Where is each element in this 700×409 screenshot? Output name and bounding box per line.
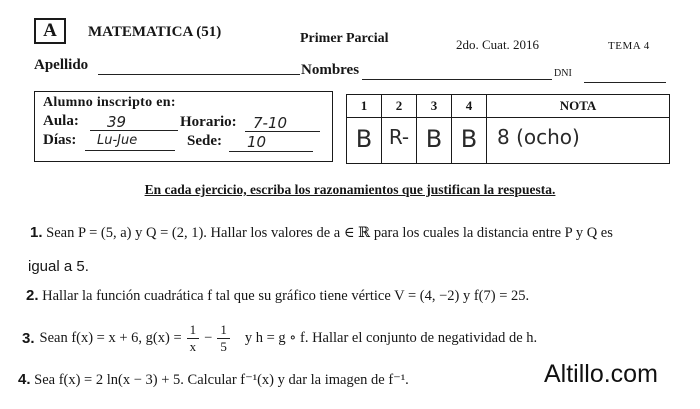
exercise-4-number: 4. (18, 371, 31, 388)
grades-table (346, 94, 670, 164)
exercise-4 (18, 371, 409, 389)
exercise-4-text: Sea f(x) = 2 ln(x − 3) + 5. Calcular f⁻¹(x) y dar la imagen de f⁻¹. (34, 372, 409, 388)
watermark-logo: Altillo.com (544, 360, 658, 388)
term-label: 2do. Cuat. 2016 (456, 37, 540, 52)
apellido-label: Apellido (34, 57, 89, 73)
grade-header-1: 1 (360, 98, 368, 113)
exercise-1-continuation: igual a 5. (28, 258, 89, 275)
fraction-2-numerator: 1 (220, 322, 227, 337)
enrollment-box (34, 91, 333, 162)
fraction-1-over-x (187, 322, 200, 355)
horario-label: Horario: (180, 114, 237, 130)
exercise-2-number: 2. (26, 287, 39, 304)
sede-value: 10 (247, 133, 267, 151)
grade-value-3: B (425, 125, 443, 153)
grade-header-3: 3 (430, 98, 438, 113)
exam-name: Primer Parcial (300, 31, 389, 46)
grade-header-nota: NOTA (559, 98, 597, 113)
dni-field[interactable] (584, 82, 666, 83)
grade-value-2: R- (388, 125, 410, 149)
exercise-1 (30, 224, 613, 242)
exercise-1-number: 1. (30, 224, 43, 241)
exercise-2 (26, 287, 529, 305)
fraction-1-denominator: x (187, 338, 200, 355)
dias-value: Lu-Jue (97, 133, 138, 148)
aula-value: 39 (107, 113, 127, 131)
subject-title: MATEMATICA (51) (88, 24, 222, 40)
instructions: En cada ejercicio, escriba los razonamientos que justifican la respuesta. (144, 182, 556, 197)
exercise-3-pre: Sean f(x) = x + 6, g(x) = (39, 330, 182, 346)
grade-value-nota: 8 (ocho) (497, 125, 580, 149)
aula-line (90, 130, 178, 131)
aula-label: Aula: (43, 113, 79, 129)
grade-header-4: 4 (465, 98, 473, 113)
apellido-field[interactable] (98, 74, 300, 75)
exercise-3-minus: − (204, 330, 213, 346)
exercise-2-text: Hallar la función cuadrática f tal que su gráfico tiene vértice V = (4, −2) y f(7) = 25. (42, 288, 530, 304)
exam-version-tag: A (34, 18, 66, 44)
sede-line (229, 151, 313, 152)
fraction-1-over-5 (217, 322, 230, 355)
grade-value-4: B (460, 125, 478, 153)
enrollment-title: Alumno inscripto en: (43, 95, 176, 110)
exercise-3-number: 3. (22, 330, 35, 347)
grade-value-1: B (355, 125, 373, 153)
dias-label: Días: (43, 132, 77, 148)
exercise-3-post: y h = g ∘ f. Hallar el conjunto de negatividad de h. (244, 330, 538, 346)
dias-line (85, 150, 175, 151)
tema-label: TEMA 4 (608, 40, 650, 52)
exercise-1-text: Sean P = (5, a) y Q = (2, 1). Hallar los valores de a ∈ ℝ para los cuales la distancia entre P y Q es (46, 225, 613, 241)
fraction-2-denominator: 5 (217, 338, 230, 355)
grade-header-2: 2 (395, 98, 403, 113)
sede-label: Sede: (187, 133, 222, 149)
fraction-1-numerator: 1 (189, 322, 197, 337)
nombres-field[interactable] (362, 79, 552, 80)
nombres-label: Nombres (301, 62, 360, 78)
dni-label: DNI (554, 68, 572, 79)
exercise-3 (22, 322, 537, 355)
horario-value: 7-10 (253, 114, 288, 132)
